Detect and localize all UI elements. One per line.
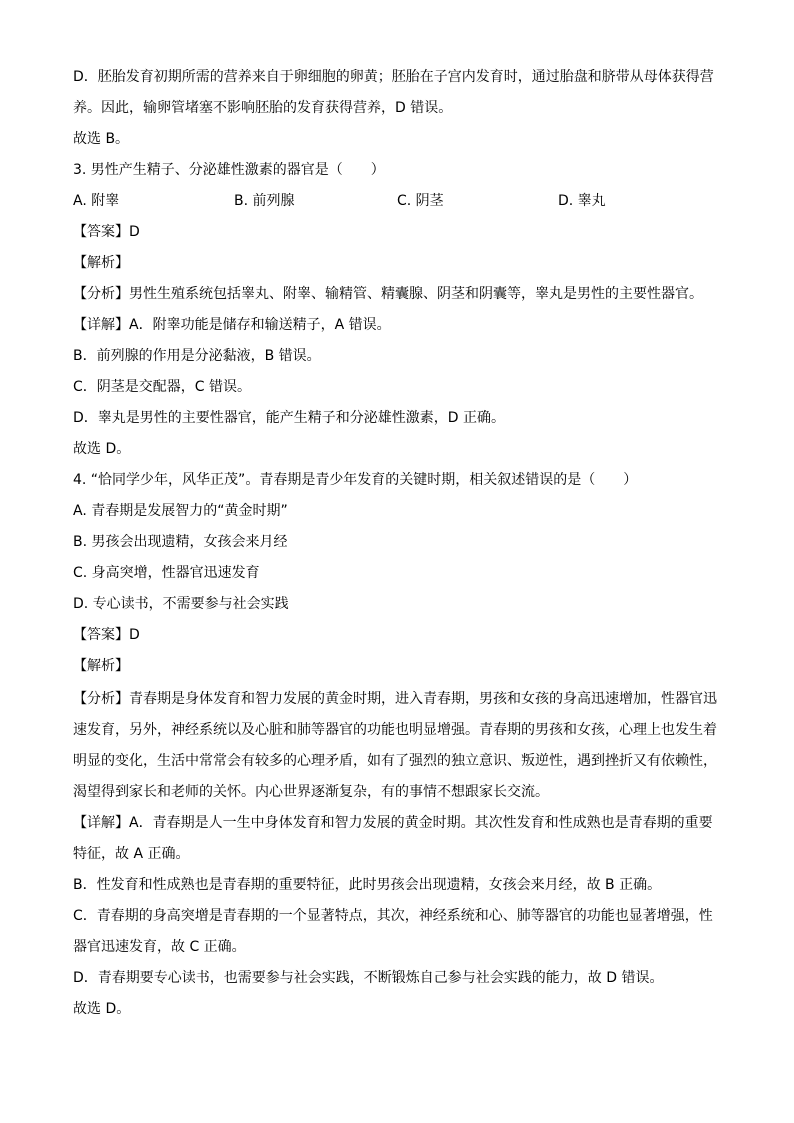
answer-label: 【答案】D (73, 224, 140, 240)
question-4-stem: 4. “恰同学少年，风华正茂”。青春期是青少年发育的关键时期，相关叙述错误的是（ ） (73, 472, 638, 488)
option-d: D. 睾丸 (558, 193, 606, 209)
detail-line-d: D．青春期要专心读书，也需要参与社会实践，不断锻炼自己参与社会实践的能力，故 D 错误。 (73, 970, 664, 986)
detail-line-a-part2: 特征，故 A 正确。 (73, 846, 190, 862)
option-b: B. 前列腺 (234, 193, 295, 209)
answer-d-explanation-line2: 养。因此，输卵管堵塞不影响胚胎的发育获得营养，D 错误。 (73, 100, 453, 116)
detail-line-c-part1: C．青春期的身高突增是青春期的一个显著特点，其次，神经系统和心、肺等器官的功能也显著增强，性 (73, 908, 713, 924)
choice-conclusion: 故选 B。 (73, 131, 130, 147)
detail-line-a: 【详解】A．附睾功能是储存和输送精子，A 错误。 (73, 317, 391, 333)
analysis-paragraph: 【分析】男性生殖系统包括睾丸、附睾、输精管、精囊腺、阴茎和阴囊等，睾丸是男性的主要性器官。 (73, 286, 703, 302)
analysis-heading: 【解析】 (73, 658, 129, 674)
analysis-heading: 【解析】 (73, 255, 129, 271)
detail-line-c-part2: 器官迅速发育，故 C 正确。 (73, 939, 246, 955)
option-a: A. 青春期是发展智力的“黄金时期” (73, 503, 288, 519)
choice-conclusion: 故选 D。 (73, 1001, 131, 1017)
option-b: B. 男孩会出现遗精，女孩会来月经 (73, 534, 288, 550)
detail-line-c: C．阴茎是交配器，C 错误。 (73, 379, 252, 395)
detail-line-d: D．睾丸是男性的主要性器官，能产生精子和分泌雄性激素，D 正确。 (73, 410, 506, 426)
analysis-paragraph-line2: 速发育，另外，神经系统以及心脏和肺等器官的功能也明显增强。青春期的男孩和女孩，心理上也发生着 (73, 722, 717, 738)
option-c: C. 阴茎 (397, 193, 444, 209)
option-d: D. 专心读书，不需要参与社会实践 (73, 596, 289, 612)
analysis-paragraph-line3: 明显的变化，生活中常常会有较多的心理矛盾，如有了强烈的独立意识、叛逆性，遇到挫折又有依赖性， (73, 753, 717, 769)
analysis-paragraph-line4: 渴望得到家长和老师的关怀。内心世界逐渐复杂，有的事情不想跟家长交流。 (73, 784, 549, 800)
analysis-paragraph-line1: 【分析】青春期是身体发育和智力发展的黄金时期，进入青春期，男孩和女孩的身高迅速增加，性器官迅 (73, 691, 717, 707)
detail-line-a-part1: 【详解】A．青春期是人一生中身体发育和智力发展的黄金时期。其次性发育和性成熟也是青春期的重要 (73, 815, 713, 831)
question-3-stem: 3. 男性产生精子、分泌雄性激素的器官是（ ） (73, 162, 385, 178)
answer-d-explanation-line1: D．胚胎发育初期所需的营养来自于卵细胞的卵黄；胚胎在子宫内发育时，通过胎盘和脐带从母体获得营 (73, 69, 714, 85)
choice-conclusion: 故选 D。 (73, 441, 131, 457)
detail-line-b: B．前列腺的作用是分泌黏液，B 错误。 (73, 348, 321, 364)
detail-line-b: B．性发育和性成熟也是青春期的重要特征，此时男孩会出现遗精，女孩会来月经，故 B 正确。 (73, 877, 662, 893)
option-c: C. 身高突增，性器官迅速发育 (73, 565, 260, 581)
option-a: A. 附睾 (73, 193, 120, 209)
answer-label: 【答案】D (73, 627, 140, 643)
